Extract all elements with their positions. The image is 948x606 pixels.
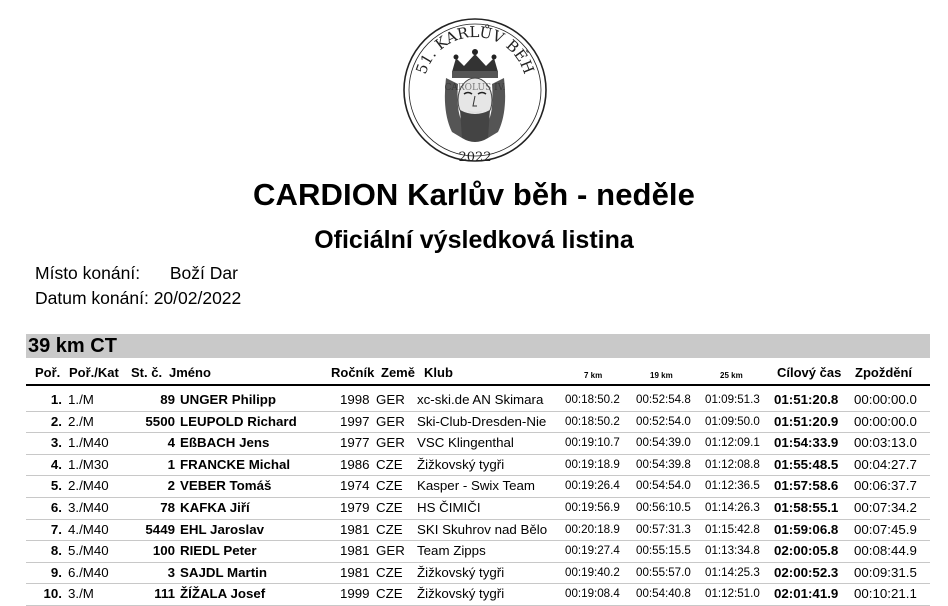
logo-year: 2022	[458, 150, 492, 165]
row-gap: 00:04:27.7	[854, 456, 917, 472]
table-row	[26, 476, 930, 498]
row-finish: 01:57:58.6	[774, 478, 839, 494]
row-finish: 01:59:06.8	[774, 521, 839, 537]
row-club: Žižkovský tygři	[417, 564, 505, 580]
row-bib: 100	[152, 543, 175, 559]
row-name: UNGER Philipp	[180, 392, 277, 407]
venue-line	[35, 263, 238, 284]
row-name: LEUPOLD Richard	[180, 413, 297, 429]
row-club: xc-ski.de AN Skimara	[417, 392, 544, 407]
row-rank: 6.	[50, 499, 62, 515]
row-bib: 5449	[145, 521, 175, 537]
table-row	[26, 584, 930, 606]
table-row	[26, 412, 930, 434]
row-bib: 89	[160, 392, 175, 407]
row-nation: GER	[376, 435, 405, 451]
row-club: Žižkovský tygři	[417, 586, 505, 602]
row-split-7: 00:19:18.9	[565, 457, 620, 471]
row-rank: 2.	[50, 413, 62, 429]
row-nation: GER	[376, 543, 405, 559]
row-year: 1981	[340, 564, 370, 580]
row-gap: 00:10:21.1	[854, 586, 917, 602]
row-club: Ski-Club-Dresden-Nie	[417, 413, 547, 429]
row-cat-rank: 3./M40	[68, 499, 109, 515]
row-club: Kasper - Swix Team	[417, 478, 535, 494]
row-nation: GER	[376, 392, 405, 407]
row-cat-rank: 1./M40	[68, 435, 109, 451]
row-split-19: 00:52:54.8	[636, 393, 691, 406]
row-split-7: 00:20:18.9	[565, 522, 620, 536]
row-split-7: 00:19:26.4	[565, 479, 620, 493]
col-club: Klub	[424, 365, 453, 380]
results-table-body	[26, 390, 930, 606]
venue-value: Boží Dar	[169, 263, 238, 283]
table-row	[26, 390, 930, 412]
col-cat-rank: Poř./Kat	[69, 365, 119, 380]
row-cat-rank: 3./M	[68, 586, 94, 602]
row-club: VSC Klingenthal	[417, 435, 514, 451]
row-split-25: 01:12:09.1	[705, 436, 760, 450]
row-year: 1998	[340, 392, 370, 407]
row-split-7: 00:18:50.2	[565, 393, 620, 406]
row-split-19: 00:55:15.5	[636, 544, 691, 558]
row-cat-rank: 1./M	[68, 392, 94, 407]
row-split-7: 00:19:56.9	[565, 500, 620, 514]
row-club: SKI Skuhrov nad Bělo	[417, 521, 548, 537]
row-nation: CZE	[376, 456, 403, 472]
row-finish: 01:55:48.5	[774, 456, 839, 472]
row-split-7: 00:19:27.4	[565, 544, 620, 558]
row-nation: CZE	[376, 586, 403, 602]
row-split-25: 01:14:25.3	[705, 565, 760, 579]
row-name: ŽÍŽALA Josef	[180, 586, 266, 602]
table-row	[26, 563, 930, 585]
row-club: HS ČIMIČI	[417, 499, 481, 515]
row-finish: 02:00:52.3	[774, 564, 839, 580]
col-rank: Poř.	[35, 365, 61, 380]
row-name: RIEDL Peter	[180, 543, 257, 559]
row-split-25: 01:15:42.8	[705, 522, 760, 536]
row-bib: 5500	[145, 413, 175, 429]
row-finish: 01:54:33.9	[774, 435, 839, 451]
venue-label: Místo konání:	[35, 263, 141, 283]
row-rank: 10.	[43, 586, 62, 602]
row-rank: 3.	[50, 435, 62, 451]
row-gap: 00:08:44.9	[854, 543, 917, 559]
row-rank: 8.	[50, 543, 62, 559]
row-split-7: 00:19:40.2	[565, 565, 620, 579]
row-split-19: 00:55:57.0	[636, 565, 691, 579]
row-rank: 9.	[50, 564, 62, 580]
row-gap: 00:09:31.5	[854, 564, 917, 580]
row-year: 1981	[340, 543, 370, 559]
row-split-7: 00:19:10.7	[565, 436, 620, 450]
row-name: VEBER Tomáš	[180, 478, 272, 494]
row-year: 1986	[340, 456, 370, 472]
row-cat-rank: 1./M30	[68, 456, 109, 472]
logo-inner-text: CAROLUS IV.	[444, 83, 506, 93]
row-split-25: 01:09:51.3	[705, 393, 760, 406]
table-row	[26, 541, 930, 563]
page-subtitle: Oficiální výsledková listina	[314, 226, 634, 254]
row-finish: 02:00:05.8	[774, 543, 839, 559]
table-row	[26, 455, 930, 477]
row-gap: 00:07:34.2	[854, 499, 917, 515]
row-club: Team Zipps	[417, 543, 486, 559]
row-year: 1999	[340, 586, 370, 602]
row-year: 1981	[340, 521, 370, 537]
row-split-19: 00:54:40.8	[636, 587, 691, 601]
table-row	[26, 433, 930, 455]
row-cat-rank: 6./M40	[68, 564, 109, 580]
row-bib: 3	[167, 564, 175, 580]
row-finish: 01:51:20.9	[774, 413, 839, 429]
row-split-25: 01:13:34.8	[705, 544, 760, 558]
row-gap: 00:07:45.9	[854, 521, 917, 537]
row-year: 1974	[340, 478, 370, 494]
col-split-19: 19 km	[650, 371, 673, 380]
row-cat-rank: 2./M	[68, 413, 94, 429]
table-row	[26, 498, 930, 520]
row-split-7: 00:19:08.4	[565, 587, 620, 601]
row-nation: CZE	[376, 499, 403, 515]
table-row	[26, 520, 930, 542]
row-name: FRANCKE Michal	[180, 456, 291, 472]
row-nation: CZE	[376, 478, 403, 494]
row-split-25: 01:14:26.3	[705, 500, 760, 514]
page-title: CARDION Karlův běh - neděle	[253, 177, 695, 212]
row-gap: 00:06:37.7	[854, 478, 917, 494]
row-year: 1979	[340, 499, 370, 515]
row-split-25: 01:09:50.0	[705, 414, 760, 428]
col-gap: Zpoždění	[855, 365, 913, 380]
date-line	[35, 288, 241, 309]
row-split-19: 00:57:31.3	[636, 522, 691, 536]
col-year: Ročník	[331, 365, 375, 380]
row-year: 1977	[340, 435, 370, 451]
row-finish: 01:51:20.8	[774, 392, 839, 407]
row-split-19: 00:56:10.5	[636, 500, 691, 514]
row-gap: 00:00:00.0	[854, 392, 917, 407]
row-cat-rank: 5./M40	[68, 543, 109, 559]
col-finish: Cílový čas	[777, 365, 842, 380]
category-header: 39 km CT	[26, 334, 930, 358]
row-finish: 01:58:55.1	[774, 499, 839, 515]
results-table-header	[26, 362, 930, 386]
row-rank: 5.	[50, 478, 62, 494]
row-name: SAJDL Martin	[180, 564, 267, 580]
row-split-7: 00:18:50.2	[565, 414, 620, 428]
row-bib: 111	[154, 586, 175, 602]
col-split-25: 25 km	[720, 371, 743, 380]
date-value: 20/02/2022	[153, 288, 242, 308]
row-name: EßBACH Jens	[180, 435, 270, 451]
col-name: Jméno	[169, 365, 211, 380]
row-bib: 4	[167, 435, 175, 451]
row-nation: CZE	[376, 564, 403, 580]
row-club: Žižkovský tygři	[417, 456, 505, 472]
row-cat-rank: 2./M40	[68, 478, 109, 494]
row-nation: GER	[376, 413, 405, 429]
col-split-7: 7 km	[584, 371, 603, 380]
row-split-19: 00:52:54.0	[636, 414, 691, 428]
row-split-25: 01:12:51.0	[705, 587, 760, 601]
row-rank: 1.	[50, 392, 62, 407]
row-rank: 4.	[50, 456, 62, 472]
row-bib: 2	[167, 478, 175, 494]
row-bib: 1	[167, 456, 175, 472]
row-bib: 78	[160, 499, 175, 515]
row-split-25: 01:12:36.5	[705, 479, 760, 493]
row-split-19: 00:54:54.0	[636, 479, 691, 493]
col-bib: St. č.	[131, 365, 163, 380]
row-gap: 00:03:13.0	[854, 435, 917, 451]
row-cat-rank: 4./M40	[68, 521, 109, 537]
date-label: Datum konání:	[35, 288, 149, 308]
row-name: EHL Jaroslav	[180, 521, 265, 537]
row-year: 1997	[340, 413, 370, 429]
row-finish: 02:01:41.9	[774, 586, 839, 602]
col-nation: Země	[381, 365, 415, 380]
row-split-19: 00:54:39.0	[636, 436, 691, 450]
race-logo-seal	[402, 14, 548, 172]
row-nation: CZE	[376, 521, 403, 537]
row-split-25: 01:12:08.8	[705, 457, 760, 471]
logo-ring-text: 51. KARLŮV BĚH	[412, 22, 538, 77]
row-split-19: 00:54:39.8	[636, 457, 691, 471]
row-name: KAFKA Jiří	[180, 499, 250, 515]
row-rank: 7.	[50, 521, 62, 537]
row-gap: 00:00:00.0	[854, 413, 917, 429]
